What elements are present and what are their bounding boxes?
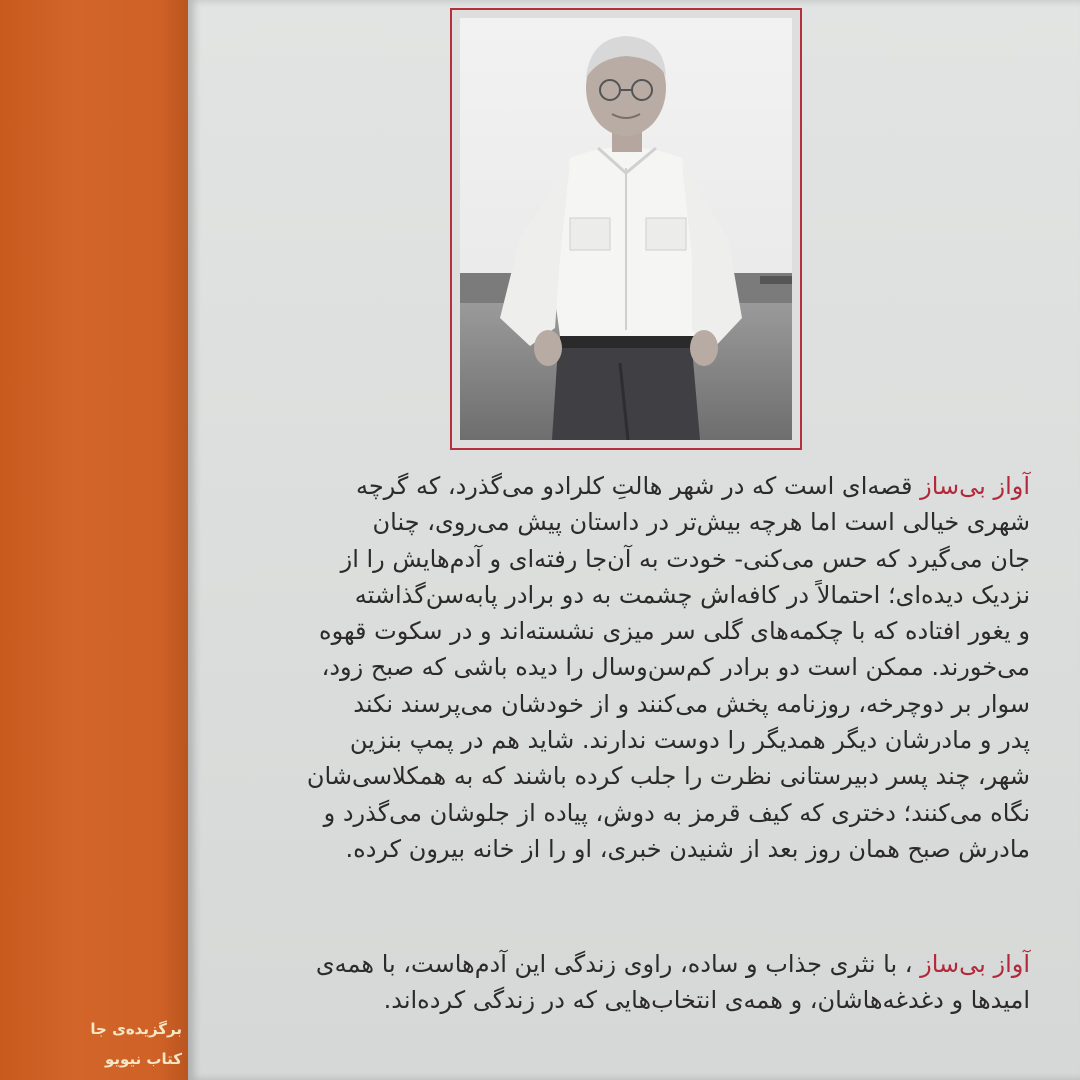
para1-line-7: سوار بر دوچرخه، روزنامه پخش می‌کنند و از خودشان می‌پرسند نکند <box>353 689 1030 718</box>
para1-line-1: قصه‌ای است که در شهر هالتِ کلرادو می‌گذرد، که گرچه <box>355 472 921 500</box>
book-title-inline: آواز بی‌ساز <box>920 472 1030 500</box>
para1-line-10: نگاه می‌کنند؛ دختری که کیف قرمز به دوش، پیاده از جلوشان می‌گذرد و <box>323 798 1030 827</box>
para1-line-11: مادرش صبح همان روز بعد از شنیدن خبری، او را از خانه بیرون کرده. <box>345 834 1030 863</box>
spine-text-line1: برگزیده‌ی جا <box>90 1020 182 1038</box>
description-paragraph-2 <box>270 946 1030 1019</box>
spine-text-line2: کتاب نیویو <box>105 1050 182 1068</box>
para1-line-9: شهر، چند پسر دبیرستانی نظرت را جلب کرده باشند که به همکلاسی‌شان <box>306 762 1030 791</box>
author-photo <box>460 18 792 440</box>
author-photo-frame <box>450 8 802 450</box>
para1-line-6: می‌خورند. ممکن است دو برادر کم‌سن‌وسال را دیده باشی که صبح زود، <box>321 653 1030 682</box>
para2-line-1: ، با نثری جذاب و ساده، راوی زندگی این آدم‌هاست، با همه‌ی <box>315 950 921 978</box>
para2-line-2: امیدها و دغدغه‌هاشان، و همه‌ی انتخاب‌هایی که در زندگی کرده‌اند. <box>383 986 1030 1015</box>
book-spine <box>0 0 188 1080</box>
para1-line-8: پدر و مادرشان دیگر همدیگر را دوست ندارند. شاید هم در پمپ بنزین <box>349 726 1030 755</box>
para1-line-4: نزدیک دیده‌ای؛ احتمالاً در کافه‌اش چشمت به دو برادر پابه‌سن‌گذاشته <box>354 580 1030 609</box>
description-paragraph-1 <box>270 468 1030 867</box>
para1-line-5: و یغور افتاده که با چکمه‌های گلی سر میزی نشسته‌اند و در سکوت قهوه <box>319 617 1030 646</box>
book-title-inline-2: آواز بی‌ساز <box>920 950 1030 978</box>
author-portrait-icon <box>460 18 792 440</box>
para1-line-2: شهری خیالی است اما هرچه بیش‌تر در داستان پیش می‌روی، چنان <box>372 508 1030 537</box>
para1-line-3: جان می‌گیرد که حس می‌کنی- خودت به آن‌جا رفته‌ای و آدم‌هایش را از <box>340 544 1030 573</box>
